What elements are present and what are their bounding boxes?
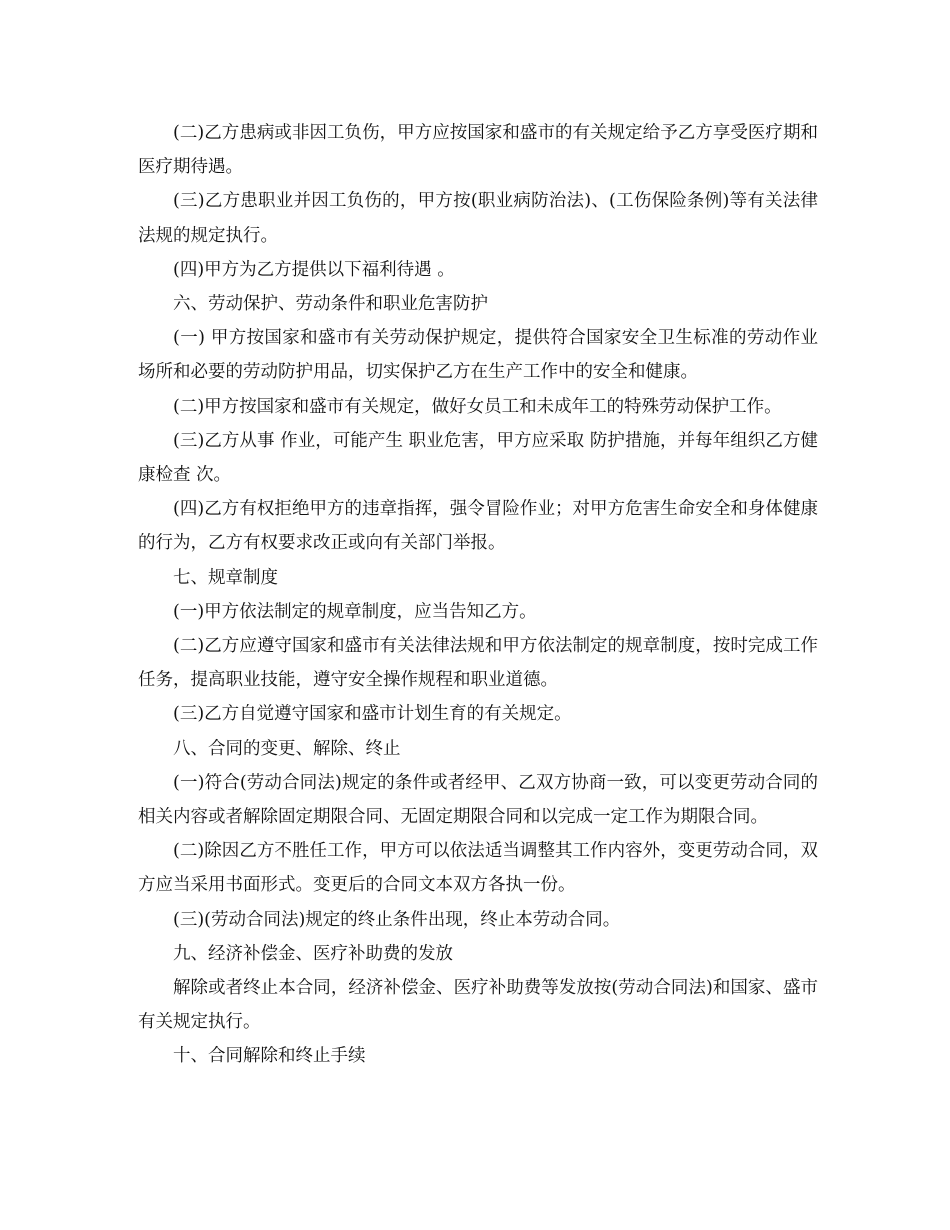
section-heading: 八、合同的变更、解除、终止	[173, 738, 401, 759]
section-heading: 六、劳动保护、劳动条件和职业危害防护	[173, 294, 488, 315]
paragraph: (二)乙方应遵守国家和盛市有关法律法规和甲方依法制定的规章制度，按时完成工作任务，提高职业技能，遵守安全操作规程和职业道德。	[138, 636, 818, 691]
paragraph: (四)乙方有权拒绝甲方的违章指挥，强令冒险作业；对甲方危害生命安全和身体健康的行为，乙方有权要求改正或向有关部门举报。	[138, 499, 818, 554]
paragraph: 解除或者终止本合同，经济补偿金、医疗补助费等发放按(劳动合同法)和国家、盛市有关规定执行。	[138, 978, 818, 1033]
document-body	[138, 116, 818, 1074]
section-heading: 十、合同解除和终止手续	[173, 1046, 366, 1067]
paragraph: (二)乙方患病或非因工负伤，甲方应按国家和盛市的有关规定给予乙方享受医疗期和医疗期待遇。	[138, 123, 818, 178]
paragraph: (三)乙方自觉遵守国家和盛市计划生育的有关规定。	[173, 704, 572, 725]
paragraph: (一)符合(劳动合同法)规定的条件或者经甲、乙双方协商一致，可以变更劳动合同的相关内容或者解除固定期限合同、无固定期限合同和以完成一定工作为期限合同。	[138, 772, 818, 828]
paragraph: (三)(劳动合同法)规定的终止条件出现，终止本劳动合同。	[173, 909, 621, 930]
paragraph: (三)乙方从事 作业，可能产生 职业危害，甲方应采取 防护措施，并每年组织乙方健康检查 次。	[138, 430, 818, 486]
paragraph: (四)甲方为乙方提供以下福利待遇 。	[173, 259, 455, 280]
paragraph: (二)除因乙方不胜任工作，甲方可以依法适当调整其工作内容外，变更劳动合同，双方应当采用书面形式。变更后的合同文本双方各执一份。	[138, 841, 818, 896]
section-heading: 九、经济补偿金、医疗补助费的发放	[173, 943, 453, 964]
section-heading: 七、规章制度	[173, 567, 278, 588]
paragraph: (三)乙方患职业并因工负伤的，甲方按(职业病防治法)、(工伤保险条例)等有关法律法规的规定执行。	[138, 191, 818, 246]
paragraph: (二)甲方按国家和盛市有关规定，做好女员工和未成年工的特殊劳动保护工作。	[173, 396, 782, 417]
paragraph: (一)甲方依法制定的规章制度，应当告知乙方。	[173, 601, 537, 622]
paragraph: (一) 甲方按国家和盛市有关劳动保护规定，提供符合国家安全卫生标准的劳动作业场所和必要的劳动防护用品，切实保护乙方在生产工作中的安全和健康。	[138, 328, 818, 383]
